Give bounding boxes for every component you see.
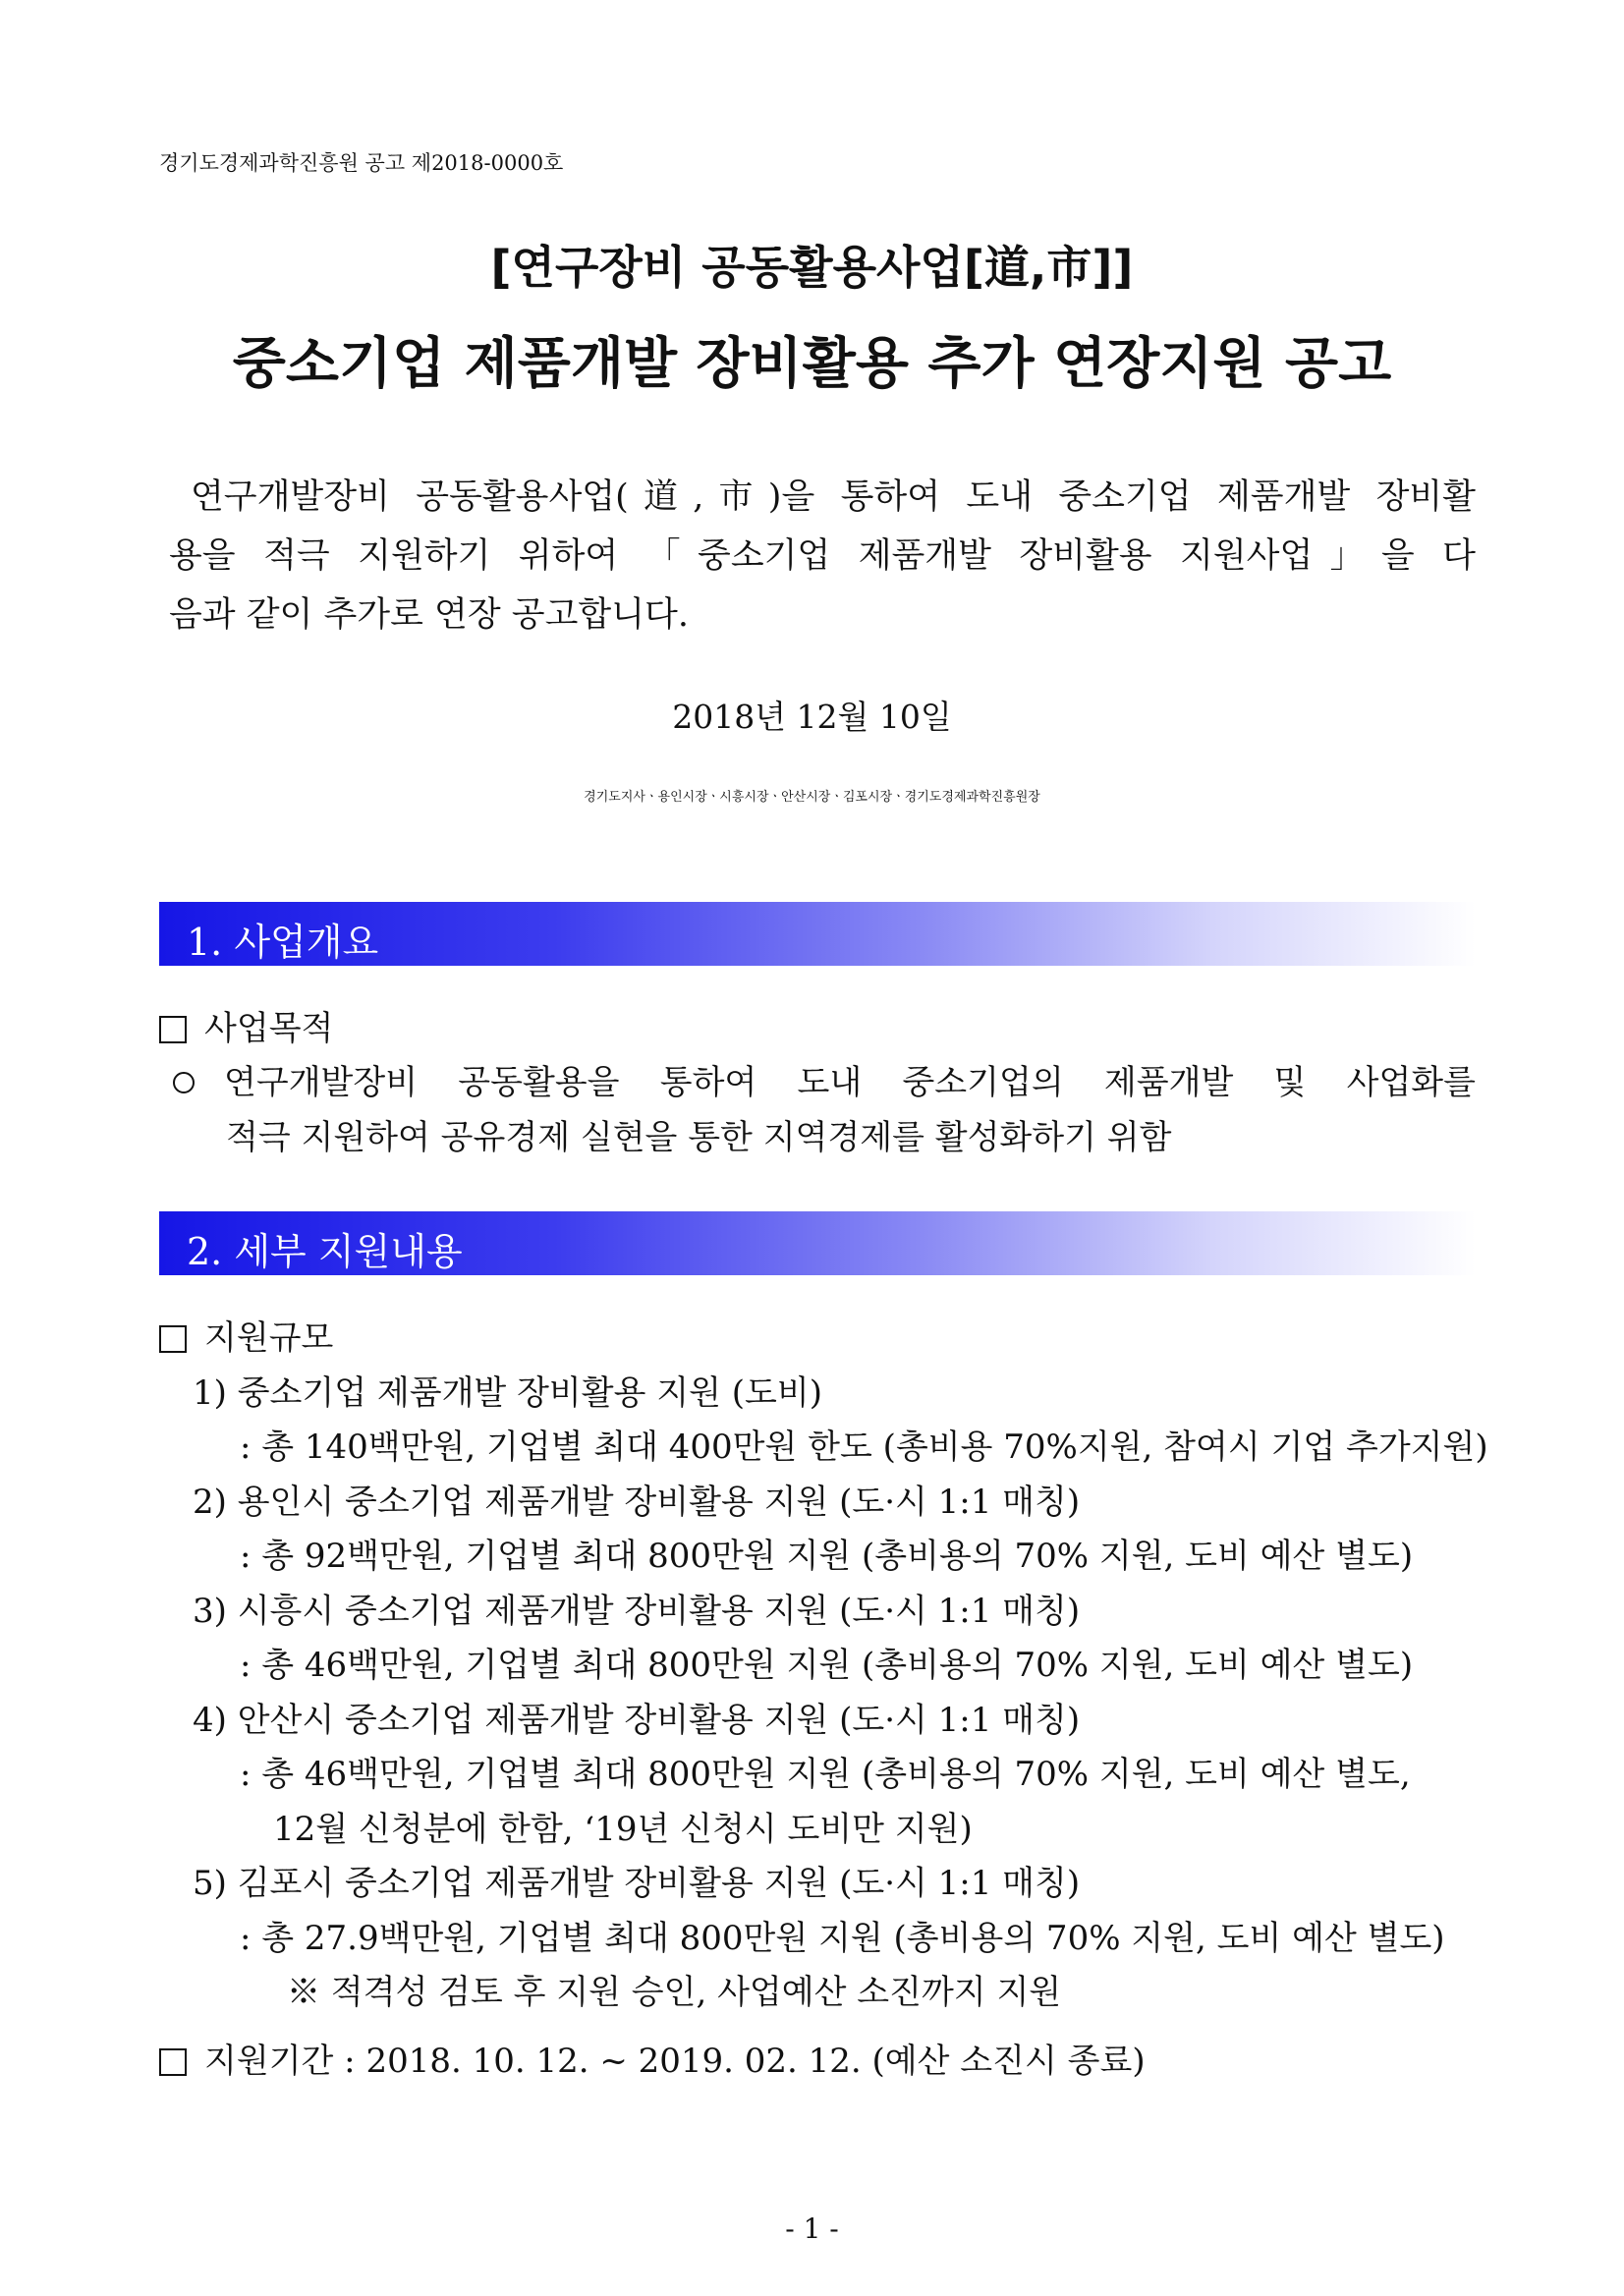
support-item-4-detail-cont: 12월 신청분에 한함, ‘19년 신청시 도비만 지원) — [273, 1810, 973, 1849]
intro-line-1: 연구개발장비 공동활용사업(道,市)을 통하여 도내 중소기업 제품개발 장비활 — [191, 477, 1476, 517]
period-item — [159, 2034, 1146, 2082]
period-text: 지원기간 : 2018. 10. 12. ~ 2019. 02. 12. (예산 소진시 종료) — [204, 2042, 1146, 2081]
purpose-bullet-text-1: 연구개발장비 공동활용을 통하여 도내 중소기업의 제품개발 및 사업화를 — [224, 1063, 1476, 1102]
signers: 경기도지사ㆍ용인시장ㆍ시흥시장ㆍ안산시장ㆍ김포시장ㆍ경기도경제과학진흥원장 — [584, 790, 1040, 805]
scale-title: 지원규모 — [204, 1318, 334, 1358]
purpose-title: 사업목적 — [204, 1009, 334, 1048]
checkbox-square-icon — [159, 1325, 187, 1353]
support-item-4-detail: : 총 46백만원, 기업별 최대 800만원 지원 (총비용의 70% 지원, 도비 예산 별도, — [240, 1755, 1411, 1794]
support-item-4-heading: 4) 안산시 중소기업 제품개발 장비활용 지원 (도·시 1:1 매칭) — [193, 1701, 1081, 1740]
section-2-header — [159, 1211, 1476, 1275]
section-1-header — [159, 902, 1476, 966]
intro-line-3: 음과 같이 추가로 연장 공고합니다. — [169, 595, 689, 635]
page-number: - 1 - — [785, 2212, 839, 2245]
support-item-1-heading: 1) 중소기업 제품개발 장비활용 지원 (도비) — [193, 1373, 822, 1413]
announcement-date: 2018년 12월 10일 — [672, 698, 952, 736]
notice-number: 경기도경제과학진흥원 공고 제2018-0000호 — [159, 151, 564, 175]
section-2-title: 2. 세부 지원내용 — [187, 1230, 463, 1273]
support-item-3-detail: : 총 46백만원, 기업별 최대 800만원 지원 (총비용의 70% 지원, 도비 예산 별도) — [240, 1646, 1414, 1685]
purpose-item — [159, 1001, 333, 1049]
support-item-5-heading: 5) 김포시 중소기업 제품개발 장비활용 지원 (도·시 1:1 매칭) — [193, 1864, 1081, 1903]
eligibility-note: ※ 적격성 검토 후 지원 승인, 사업예산 소진까지 지원 — [287, 1973, 1062, 2012]
intro-line-2: 용을 적극 지원하기 위하여 「중소기업 제품개발 장비활용 지원사업」을 다 — [169, 536, 1476, 576]
support-item-2-heading: 2) 용인시 중소기업 제품개발 장비활용 지원 (도·시 1:1 매칭) — [193, 1483, 1081, 1522]
scale-item — [159, 1311, 333, 1359]
page-title: 중소기업 제품개발 장비활용 추가 연장지원 공고 — [232, 332, 1392, 396]
circle-bullet-icon — [173, 1072, 195, 1093]
purpose-bullet-line-1 — [173, 1055, 1476, 1103]
checkbox-square-icon — [159, 1016, 187, 1043]
support-item-3-heading: 3) 시흥시 중소기업 제품개발 장비활용 지원 (도·시 1:1 매칭) — [193, 1592, 1081, 1631]
checkbox-square-icon — [159, 2048, 187, 2076]
title-line-1: [연구장비 공동활용사업[道,市]] — [490, 241, 1134, 294]
support-item-5-detail: : 총 27.9백만원, 기업별 최대 800만원 지원 (총비용의 70% 지원, 도비 예산 별도) — [240, 1919, 1445, 1958]
support-item-1-detail: : 총 140백만원, 기업별 최대 400만원 한도 (총비용 70%지원, 참여시 기업 추가지원) — [240, 1428, 1488, 1467]
support-item-2-detail: : 총 92백만원, 기업별 최대 800만원 지원 (총비용의 70% 지원, 도비 예산 별도) — [240, 1537, 1414, 1576]
section-1-title: 1. 사업개요 — [187, 921, 379, 964]
purpose-bullet-line-2: 적극 지원하여 공유경제 실현을 통한 지역경제를 활성화하기 위함 — [226, 1118, 1172, 1157]
